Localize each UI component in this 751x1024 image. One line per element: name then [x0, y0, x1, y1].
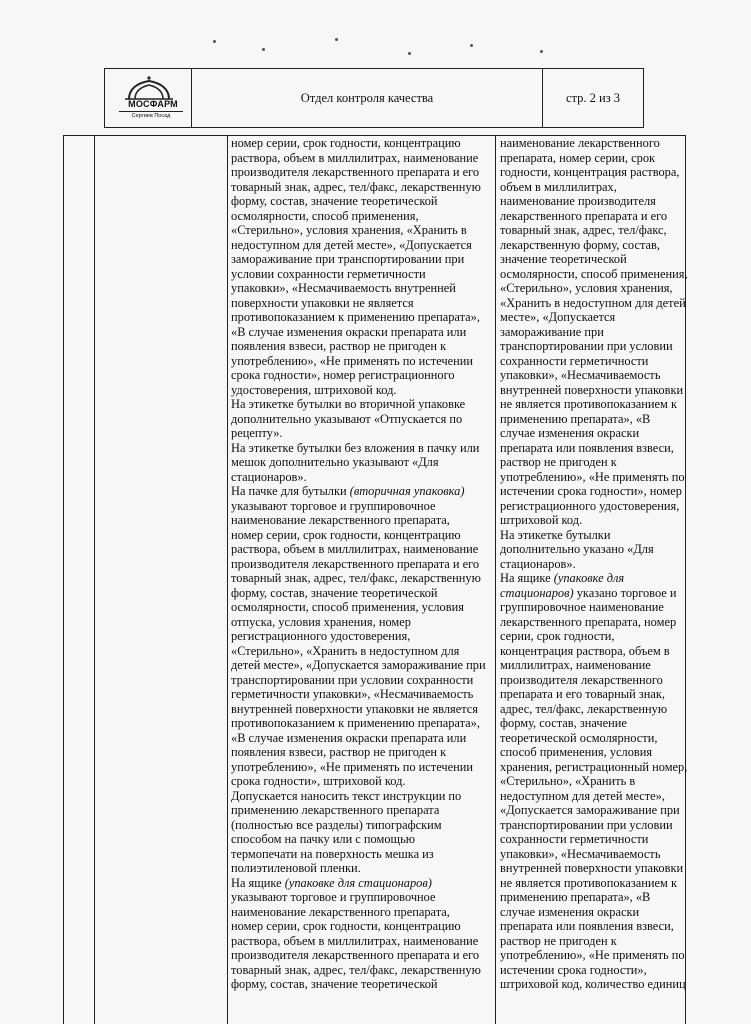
- text-line: [500, 136, 686, 151]
- text-line: [231, 397, 496, 412]
- text-segment: замораживание при: [500, 324, 604, 339]
- text-line: [231, 861, 496, 876]
- text-line: [231, 774, 496, 789]
- text-line: [500, 615, 686, 630]
- text-line: [231, 383, 496, 398]
- text-line: [231, 470, 496, 485]
- text-segment: хранения, регистрационный номер,: [500, 759, 688, 774]
- text-segment: герметичности упаковки», «Несмачиваемость: [231, 687, 474, 701]
- text-segment: раствора, объем в миллилитрах, наименование: [231, 542, 479, 556]
- text-segment: способ применения, условия: [500, 745, 653, 759]
- text-line: [231, 658, 496, 673]
- text-line: [231, 325, 496, 340]
- text-line: [500, 412, 686, 427]
- text-segment: указывают торговое и группировочное: [231, 890, 436, 904]
- text-segment: рецепту».: [231, 426, 283, 440]
- text-segment: форму, состав, значение теоретической: [231, 194, 438, 208]
- text-line: [500, 426, 686, 441]
- text-segment: форму, состав, значение: [500, 716, 627, 730]
- text-line: [500, 180, 686, 195]
- text-segment: (полностью все разделы) типографским: [231, 817, 442, 832]
- text-segment: наименование лекарственного препарата,: [231, 904, 450, 919]
- text-segment: Допускается наносить текст инструкции по: [231, 788, 462, 803]
- text-line: [500, 484, 686, 499]
- text-segment: (упаковке для: [553, 571, 625, 585]
- text-segment: «Стерильно», условия хранения,: [500, 281, 673, 295]
- text-line: [500, 383, 686, 398]
- text-segment: форму, состав, значение теоретической: [231, 977, 438, 991]
- text-line: [231, 789, 496, 804]
- text-line: [231, 368, 496, 383]
- text-line: [500, 542, 686, 557]
- text-segment: номер серии, срок годности, концентрацию: [231, 919, 461, 933]
- text-line: [500, 876, 686, 891]
- text-line: [231, 571, 496, 586]
- text-line: [231, 296, 496, 311]
- text-line: [231, 339, 496, 354]
- text-segment: номер серии, срок годности, концентрацию: [231, 527, 461, 542]
- text-line: [231, 426, 496, 441]
- text-line: [231, 890, 496, 905]
- text-segment: осмолярности, способ применения,: [500, 266, 688, 281]
- text-segment: указано торговое и: [573, 585, 677, 600]
- text-line: [231, 542, 496, 557]
- text-segment: транспортировании при условии сохранности: [231, 672, 474, 687]
- text-line: [231, 847, 496, 862]
- text-line: [500, 673, 686, 688]
- text-segment: срока годности», штриховой код.: [231, 774, 406, 788]
- scan-speck: [213, 40, 216, 43]
- text-line: [231, 136, 496, 151]
- text-segment: препарата или появления взвеси,: [500, 440, 674, 455]
- text-line: [500, 977, 686, 992]
- text-line: [231, 180, 496, 195]
- text-segment: миллилитрах, наименование: [500, 658, 651, 672]
- text-line: [500, 789, 686, 804]
- text-line: [231, 760, 496, 775]
- text-segment: указывают торговое и группировочное: [231, 498, 436, 513]
- text-line: [231, 586, 496, 601]
- text-line: [231, 557, 496, 572]
- right-column-text: [498, 136, 686, 992]
- text-segment: На ящике: [500, 571, 554, 585]
- text-line: [231, 354, 496, 369]
- text-line: [500, 281, 686, 296]
- column-divider: [227, 136, 228, 1024]
- text-segment: недоступном для детей месте», «Допускается: [231, 237, 472, 252]
- text-line: [231, 165, 496, 180]
- text-segment: препарата и его товарный знак,: [500, 687, 665, 701]
- text-line: [500, 209, 686, 224]
- left-column-text: [229, 136, 496, 992]
- text-segment: не является противопоказанием к: [500, 397, 677, 411]
- text-segment: применению лекарственного препарата: [231, 803, 440, 817]
- text-line: [500, 934, 686, 949]
- text-line: [231, 209, 496, 224]
- text-line: [500, 368, 686, 383]
- text-line: [231, 977, 496, 992]
- text-segment: раствора, объем в миллилитрах, наименование: [231, 933, 479, 948]
- text-segment: На этикетке бутылки: [500, 527, 611, 542]
- dome-icon: [125, 75, 173, 101]
- text-segment: сохранности герметичности: [500, 353, 649, 368]
- text-line: [500, 905, 686, 920]
- text-segment: упаковки», «Несмачиваемость: [500, 368, 661, 382]
- text-segment: раствор не пригоден к: [500, 455, 617, 469]
- text-segment: истечении срока годности», номер: [500, 484, 682, 498]
- text-segment: применению препарата», «В: [500, 411, 651, 426]
- logo-name: МОСФАРМ: [128, 99, 178, 109]
- text-segment: детей месте», «Допускается замораживание при: [231, 658, 486, 672]
- text-line: [231, 310, 496, 325]
- text-segment: истечении срока годности»,: [500, 962, 647, 977]
- text-segment: отпуска, условия хранения, номер: [231, 614, 411, 629]
- text-segment: На этикетке бутылки без вложения в пачку или: [231, 440, 480, 455]
- text-line: [500, 600, 686, 615]
- content-table: [63, 135, 686, 1024]
- text-line: [500, 861, 686, 876]
- text-segment: употреблению», «Не применять по истечении: [231, 759, 474, 774]
- text-line: [231, 919, 496, 934]
- page-number: стр. 2 из 3: [565, 90, 621, 105]
- text-segment: недоступном для детей месте»,: [500, 788, 665, 803]
- text-segment: раствор не пригоден к: [500, 933, 617, 948]
- text-segment: «Допускается замораживание при: [500, 803, 680, 817]
- text-line: [231, 731, 496, 746]
- text-line: [231, 252, 496, 267]
- text-segment: форму, состав, значение теоретической: [231, 585, 438, 600]
- text-segment: «В случае изменения окраски препарата или: [231, 730, 467, 745]
- text-segment: группировочное наименование: [500, 600, 664, 614]
- text-segment: месте», «Допускается: [500, 310, 616, 324]
- text-segment: удостоверения, штриховой код.: [231, 382, 397, 397]
- text-line: [500, 571, 686, 586]
- text-segment: наименование лекарственного: [500, 136, 660, 150]
- text-line: [500, 948, 686, 963]
- scan-speck: [540, 50, 543, 53]
- text-segment: На ящике: [231, 875, 285, 890]
- text-line: [231, 803, 496, 818]
- text-line: [500, 165, 686, 180]
- text-segment: замораживание при транспортировании при: [231, 252, 465, 266]
- text-segment: лекарственного препарата, номер: [500, 614, 677, 629]
- text-segment: препарата, номер серии, срок: [500, 150, 656, 165]
- text-segment: адрес, тел/факс, лекарственную: [500, 701, 668, 716]
- text-line: [500, 687, 686, 702]
- text-line: [231, 963, 496, 978]
- text-segment: поверхности упаковки не является: [231, 295, 414, 310]
- text-line: [500, 296, 686, 311]
- scan-speck: [408, 52, 411, 55]
- text-segment: серии, срок годности,: [500, 629, 615, 643]
- text-segment: «Стерильно», условия хранения, «Хранить в: [231, 223, 467, 237]
- text-segment: регистрационного удостоверения,: [500, 498, 680, 513]
- text-segment: лекарственного препарата и его: [500, 208, 668, 223]
- text-segment: концентрация раствора, объем в: [500, 643, 670, 658]
- text-line: [500, 847, 686, 862]
- text-segment: штриховой код.: [500, 513, 583, 527]
- text-segment: употреблению», «Не применять по: [500, 469, 685, 484]
- text-line: [231, 238, 496, 253]
- logo: [105, 69, 192, 127]
- text-line: [500, 963, 686, 978]
- text-segment: стационаров».: [500, 556, 576, 571]
- text-line: [231, 702, 496, 717]
- text-line: [231, 223, 496, 238]
- column-divider: [94, 136, 95, 1024]
- text-line: [500, 397, 686, 412]
- text-segment: товарный знак, адрес, тел/факс, лекарственную: [231, 179, 481, 194]
- text-line: [231, 832, 496, 847]
- text-segment: (вторичная упаковка): [349, 484, 465, 498]
- text-segment: На этикетке бутылки во вторичной упаковке: [231, 397, 466, 411]
- text-segment: товарный знак, адрес, тел/факс,: [500, 223, 667, 237]
- text-segment: производителя лекарственного препарата и его: [231, 948, 480, 962]
- text-line: [500, 890, 686, 905]
- text-segment: товарный знак, адрес, тел/факс, лекарственную: [231, 962, 481, 977]
- text-segment: применению препарата», «В: [500, 890, 651, 904]
- text-line: [500, 658, 686, 673]
- text-line: [500, 455, 686, 470]
- text-segment: производителя лекарственного препарата и его: [231, 165, 480, 179]
- text-segment: товарный знак, адрес, тел/факс, лекарственную: [231, 571, 481, 585]
- text-line: [500, 803, 686, 818]
- text-line: [231, 716, 496, 731]
- scan-speck: [262, 48, 265, 51]
- text-line: [500, 238, 686, 253]
- text-segment: теоретической осмолярности,: [500, 730, 658, 745]
- text-segment: способом на пачку или с помощью: [231, 832, 415, 846]
- text-line: [500, 716, 686, 731]
- logo-subtitle: Сергиев Посад: [119, 111, 183, 119]
- text-segment: «В случае изменения окраски препарата или: [231, 324, 467, 339]
- text-segment: препарата или появления взвеси,: [500, 919, 674, 933]
- text-line: [231, 818, 496, 833]
- text-line: [231, 281, 496, 296]
- text-segment: мешок дополнительно указывают «Для: [231, 455, 439, 469]
- text-line: [231, 499, 496, 514]
- text-segment: осмолярности, способ применения,: [231, 208, 419, 223]
- text-segment: внутренней поверхности упаковки: [500, 382, 684, 397]
- text-segment: «Стерильно», «Хранить в недоступном для: [231, 643, 460, 658]
- text-line: [500, 513, 686, 528]
- text-line: [231, 412, 496, 427]
- text-line: [500, 629, 686, 644]
- text-line: [500, 441, 686, 456]
- text-segment: наименование производителя: [500, 194, 656, 208]
- text-segment: производителя лекарственного: [500, 672, 663, 687]
- text-line: [500, 745, 686, 760]
- text-line: [231, 687, 496, 702]
- text-line: [500, 325, 686, 340]
- text-segment: внутренней поверхности упаковки не является: [231, 701, 478, 716]
- text-segment: упаковки», «Несмачиваемость: [500, 846, 661, 861]
- text-line: [500, 339, 686, 354]
- text-line: [231, 673, 496, 688]
- text-segment: наименование лекарственного препарата,: [231, 513, 450, 527]
- text-segment: «Стерильно», «Хранить в: [500, 774, 636, 788]
- scan-speck: [470, 44, 473, 47]
- text-segment: срока годности», номер регистрационного: [231, 368, 455, 382]
- text-segment: сохранности герметичности: [500, 832, 649, 846]
- text-segment: противопоказанием к применению препарата»,: [231, 716, 480, 730]
- text-segment: не является противопоказанием к: [500, 875, 677, 890]
- text-segment: регистрационного удостоверения,: [231, 629, 411, 643]
- text-line: [231, 905, 496, 920]
- text-segment: годности, концентрация раствора,: [500, 165, 680, 179]
- text-segment: дополнительно указывают «Отпускается по: [231, 411, 463, 426]
- text-segment: раствора, объем в миллилитрах, наименование: [231, 150, 479, 165]
- text-line: [231, 934, 496, 949]
- text-segment: дополнительно указано «Для: [500, 542, 654, 556]
- text-line: [500, 194, 686, 209]
- text-segment: случае изменения окраски: [500, 426, 640, 440]
- text-segment: стационаров): [500, 585, 574, 600]
- text-segment: осмолярности, способ применения, условия: [231, 600, 464, 614]
- text-segment: условии сохранности герметичности: [231, 266, 426, 281]
- text-line: [500, 586, 686, 601]
- text-segment: противопоказанием к применению препарата»,: [231, 310, 480, 324]
- text-segment: появления взвеси, раствор не пригоден к: [231, 745, 447, 759]
- text-line: [500, 499, 686, 514]
- text-line: [231, 629, 496, 644]
- text-segment: упаковки», «Несмачиваемость внутренней: [231, 281, 456, 295]
- text-line: [231, 528, 496, 543]
- text-line: [500, 644, 686, 659]
- text-segment: употреблению», «Не применять по: [500, 948, 685, 962]
- text-line: [231, 513, 496, 528]
- text-segment: номер серии, срок годности, концентрацию: [231, 136, 461, 150]
- text-segment: стационаров».: [231, 469, 307, 484]
- text-segment: употреблению», «Не применять по истечении: [231, 353, 474, 368]
- text-segment: лекарственную форму, состав,: [500, 237, 660, 252]
- text-line: [231, 644, 496, 659]
- text-segment: штриховой код, количество единиц: [500, 977, 686, 991]
- document-header: [104, 68, 644, 128]
- text-line: [500, 354, 686, 369]
- text-line: [231, 876, 496, 891]
- text-line: [231, 615, 496, 630]
- text-segment: полиэтиленовой пленки.: [231, 861, 361, 875]
- department-title: Отдел контроля качества: [192, 69, 543, 127]
- text-line: [500, 223, 686, 238]
- text-line: [231, 151, 496, 166]
- text-segment: объем в миллилитрах,: [500, 179, 617, 194]
- text-line: [500, 731, 686, 746]
- text-segment: транспортировании при условии: [500, 339, 673, 353]
- text-line: [500, 702, 686, 717]
- text-segment: (упаковке для стационаров): [284, 875, 432, 890]
- text-segment: термопечати на поверхность мешка из: [231, 846, 434, 861]
- text-segment: появления взвеси, раствор не пригоден к: [231, 339, 447, 353]
- text-segment: производителя лекарственного препарата и его: [231, 556, 480, 571]
- text-line: [231, 600, 496, 615]
- text-line: [500, 528, 686, 543]
- text-line: [231, 194, 496, 209]
- text-line: [231, 455, 496, 470]
- text-line: [500, 557, 686, 572]
- text-line: [500, 151, 686, 166]
- text-line: [500, 919, 686, 934]
- text-line: [500, 267, 686, 282]
- text-segment: внутренней поверхности упаковки: [500, 861, 684, 875]
- text-line: [500, 832, 686, 847]
- text-segment: транспортировании при условии: [500, 817, 673, 832]
- text-line: [231, 267, 496, 282]
- text-line: [231, 948, 496, 963]
- text-line: [500, 818, 686, 833]
- scan-speck: [335, 38, 338, 41]
- text-line: [500, 252, 686, 267]
- text-line: [231, 441, 496, 456]
- text-line: [500, 774, 686, 789]
- text-segment: На пачке для бутылки: [231, 484, 350, 498]
- text-line: [500, 470, 686, 485]
- text-segment: случае изменения окраски: [500, 904, 640, 919]
- text-segment: значение теоретической: [500, 252, 627, 266]
- text-segment: «Хранить в недоступном для детей: [500, 295, 686, 310]
- text-line: [500, 310, 686, 325]
- text-line: [231, 484, 496, 499]
- text-line: [231, 745, 496, 760]
- text-line: [500, 760, 686, 775]
